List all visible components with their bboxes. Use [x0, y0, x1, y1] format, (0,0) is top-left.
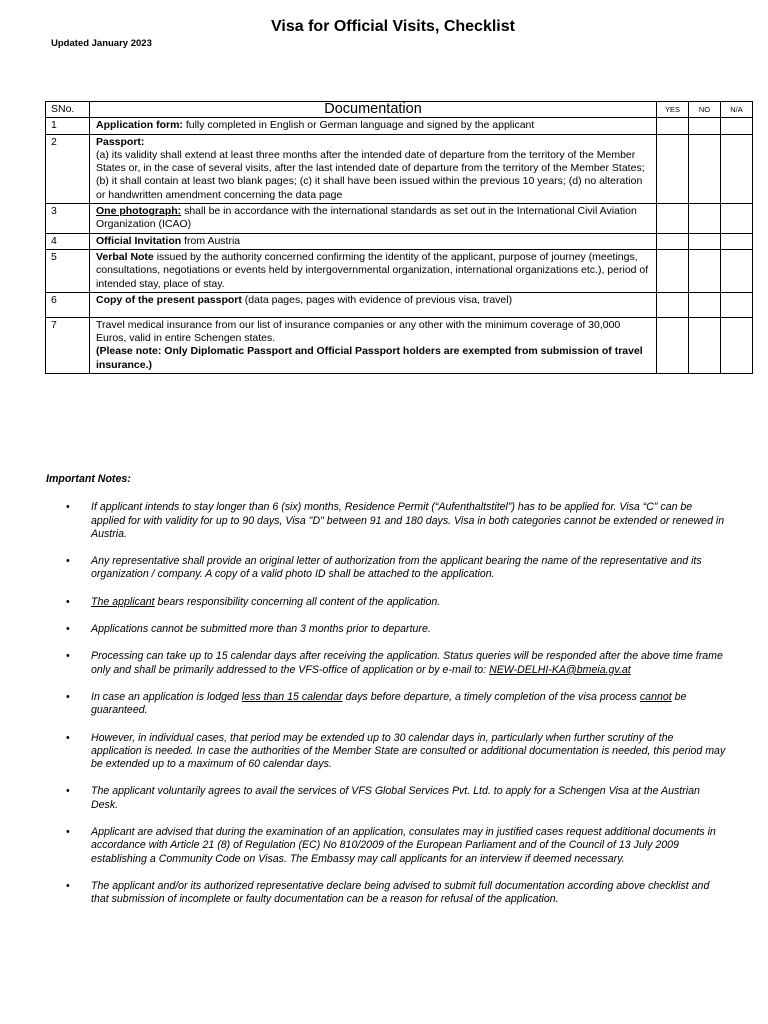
bullet-icon: • [66, 731, 70, 744]
table-row [46, 118, 753, 134]
header-documentation: Documentation [90, 102, 657, 118]
list-item [46, 501, 726, 541]
table-row [46, 317, 753, 373]
note-text: days before departure, a timely completion of the visa process [342, 690, 640, 703]
row-text: shall be in accordance with the international standards as set out in the International Civil Aviation Organization (ICAO) [96, 205, 637, 231]
table-row [46, 233, 753, 249]
note-text: Applicant are advised that during the examination of an application, consulates may in justified cases request additional documents in accordance with Article 21 (8) of Regulation (EC) No 810/2009 of the European Parliament and of the Council of 13 July 2009 establishing a Community Code on Visas. The Embassy may call applicants for an interview if deemed necessary. [91, 826, 716, 865]
bullet-icon: • [66, 595, 70, 608]
yes-cell[interactable] [657, 249, 689, 292]
na-cell[interactable] [721, 317, 753, 373]
yes-cell[interactable] [657, 134, 689, 203]
na-cell[interactable] [721, 292, 753, 317]
row-title: Passport: [96, 135, 145, 148]
bullet-icon: • [66, 501, 70, 514]
row-description [90, 233, 657, 249]
row-number: 7 [46, 317, 90, 373]
list-item [46, 691, 726, 718]
row-description [90, 134, 657, 203]
row-number: 3 [46, 204, 90, 234]
row-number: 6 [46, 292, 90, 317]
important-notes-section [46, 473, 726, 921]
note-underlined-text: The applicant [91, 595, 155, 608]
table-row [46, 249, 753, 292]
list-item [46, 623, 726, 636]
page-title: Visa for Official Visits, Checklist [271, 18, 515, 35]
email-link[interactable]: NEW-DELHI-KA@bmeia.gv.at [489, 663, 631, 676]
note-text: The applicant voluntarily agrees to avail the services of VFS Global Services Pvt. Ltd. to apply for a Schengen Visa at the Austrian Desk. [91, 785, 700, 811]
row-text: from Austria [181, 234, 241, 247]
row-text: (data pages, pages with evidence of previous visa, travel) [241, 293, 513, 306]
row-description [90, 292, 657, 317]
list-item [46, 650, 726, 677]
bullet-icon: • [66, 555, 70, 568]
table-row [46, 134, 753, 203]
na-cell[interactable] [721, 249, 753, 292]
no-cell[interactable] [689, 233, 721, 249]
yes-cell[interactable] [657, 233, 689, 249]
table-row [46, 204, 753, 234]
row-text: (a) its validity shall extend at least three months after the intended date of departure from the territory of the Member States or, in the case of several visits, after the last intended date of departure from the territory of the Member States; (b) it shall contain at least two blank pages; (c) it shall have been issued within the previous 10 years; (d) no alteration or handwritten amendment concerning the data page [96, 148, 645, 201]
documentation-checklist-table [45, 101, 753, 374]
header-no: NO [689, 102, 721, 118]
bullet-icon: • [66, 690, 70, 703]
updated-date: Updated January 2023 [51, 38, 152, 49]
row-number: 4 [46, 233, 90, 249]
note-text: bears responsibility concerning all content of the application. [154, 595, 441, 608]
note-underlined-text: cannot [639, 690, 672, 703]
bullet-icon: • [66, 623, 70, 636]
notes-list [46, 501, 726, 906]
row-note: (Please note: Only Diplomatic Passport and Official Passport holders are exempted from submission of travel insurance.) [96, 345, 643, 371]
yes-cell[interactable] [657, 292, 689, 317]
row-title: Application form: [96, 119, 183, 132]
row-description [90, 249, 657, 292]
no-cell[interactable] [689, 118, 721, 134]
row-title: Official Invitation [96, 234, 182, 247]
note-text: Any representative shall provide an original letter of authorization from the applicant bearing the name of the representative and its organization / company. A copy of a valid photo ID shall be attached to the application. [91, 555, 702, 581]
table-header-row [46, 102, 753, 118]
note-text: Processing can take up to 15 calendar days after receiving the application. Status queries will be responded after the above time frame only and shall be primarily addressed to the VFS-office of application or by e-mail to: [91, 650, 723, 676]
note-underlined-text: less than 15 calendar [241, 690, 343, 703]
no-cell[interactable] [689, 204, 721, 234]
note-text: Applications cannot be submitted more than 3 months prior to departure. [91, 623, 431, 636]
header-yes: YES [657, 102, 689, 118]
header-na: N/A [721, 102, 753, 118]
row-number: 1 [46, 118, 90, 134]
list-item [46, 826, 726, 866]
bullet-icon: • [66, 879, 70, 892]
notes-heading: Important Notes: [46, 473, 131, 485]
row-description [90, 118, 657, 134]
table-row [46, 292, 753, 317]
row-title: Copy of the present passport [96, 293, 242, 306]
list-item [46, 596, 726, 609]
yes-cell[interactable] [657, 204, 689, 234]
yes-cell[interactable] [657, 317, 689, 373]
yes-cell[interactable] [657, 118, 689, 134]
bullet-icon: • [66, 826, 70, 839]
row-text: issued by the authority concerned confirming the identity of the applicant, purpose of journey (meetings, consultations, negotiations or events held by intergovernmental organization, international organizations etc.), period of intended stay, place of stay. [96, 250, 649, 290]
row-text: Travel medical insurance from our list of insurance companies or any other with the minimum coverage of 30,000 Euros, valid in entire Schengen states. [96, 318, 621, 345]
bullet-icon: • [66, 785, 70, 798]
row-text: fully completed in English or German language and signed by the applicant [182, 119, 535, 132]
note-text: be guaranteed. [91, 690, 687, 717]
row-description [90, 204, 657, 234]
row-title: One photograph: [96, 205, 182, 218]
note-text: If applicant intends to stay longer than 6 (six) months, Residence Permit (“Aufenthaltstitel”) has to be applied for. Visa “C” can be applied for with validity for up to 90 days, Visa "D" between 91 and 180 days. Visa in both categories cannot be extended or renewed in Austria. [91, 501, 725, 540]
list-item [46, 732, 726, 772]
na-cell[interactable] [721, 118, 753, 134]
note-text: However, in individual cases, that period may be extended up to 30 calendar days in, particularly when further scrutiny of the application is needed. In case the authorities of the Member State are consulted or additional documentation is needed, this period may be extended up to a maximum of 60 calendar days. [91, 731, 726, 771]
list-item [46, 880, 726, 907]
list-item [46, 785, 726, 812]
na-cell[interactable] [721, 134, 753, 203]
na-cell[interactable] [721, 204, 753, 234]
no-cell[interactable] [689, 317, 721, 373]
note-text: The applicant and/or its authorized representative declare being advised to submit full documentation according above checklist and that submission of incomplete or faulty documentation can be a reason for refusal of the application. [91, 879, 710, 906]
row-number: 2 [46, 134, 90, 203]
list-item [46, 555, 726, 582]
no-cell[interactable] [689, 134, 721, 203]
no-cell[interactable] [689, 292, 721, 317]
bullet-icon: • [66, 650, 70, 663]
na-cell[interactable] [721, 233, 753, 249]
row-title: Verbal Note [96, 250, 154, 263]
row-description [90, 317, 657, 373]
row-number: 5 [46, 249, 90, 292]
no-cell[interactable] [689, 249, 721, 292]
header-sno: SNo. [46, 102, 90, 118]
note-text: In case an application is lodged [91, 690, 242, 703]
